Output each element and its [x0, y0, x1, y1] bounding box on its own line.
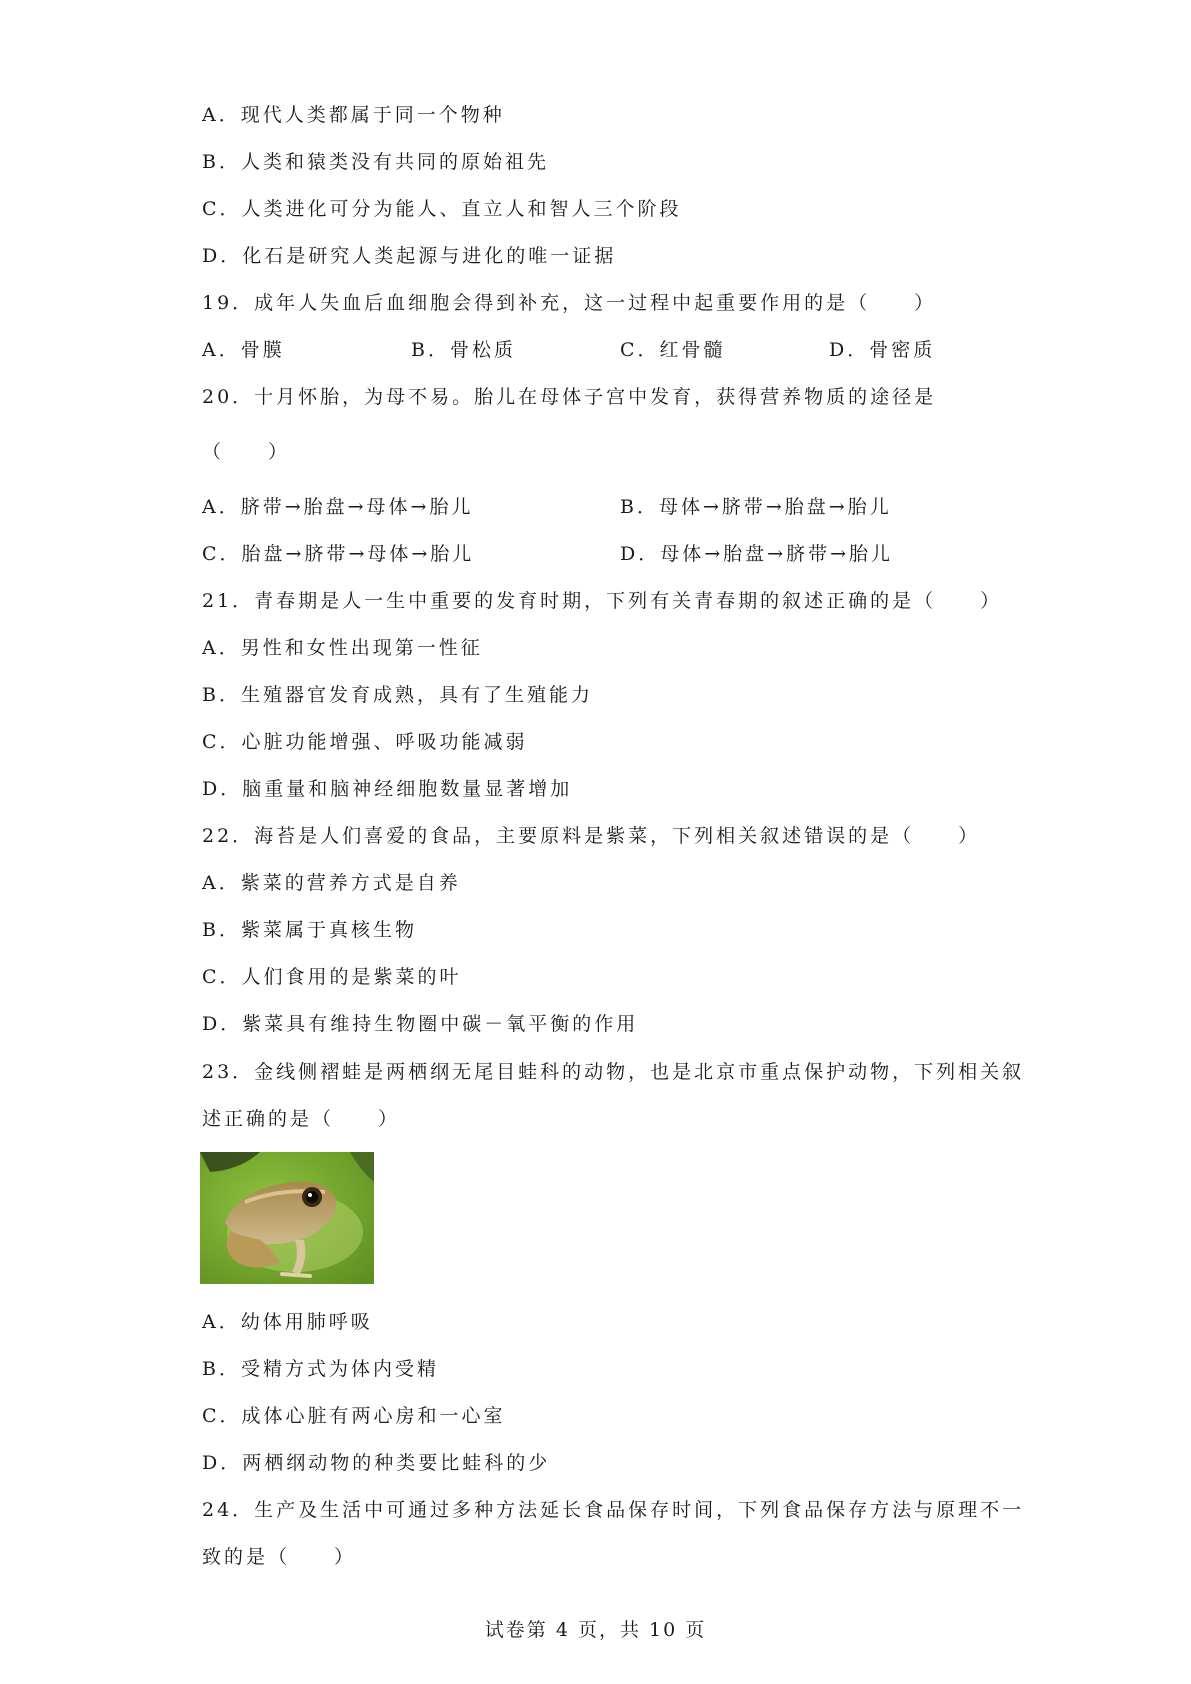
- q19-option-c: C．红骨髓: [620, 339, 726, 361]
- q18-option-d: D．化石是研究人类起源与进化的唯一证据: [202, 245, 617, 267]
- q23-stem: 23．金线侧褶蛙是两栖纲无尾目蛙科的动物，也是北京市重点保护动物，下列相关叙: [202, 1061, 1025, 1083]
- q21-option-c: C．心脏功能增强、呼吸功能减弱: [202, 731, 528, 753]
- q20-option-b: B．母体→脐带→胎盘→胎儿: [620, 496, 892, 518]
- q23-option-d: D．两栖纲动物的种类要比蛙科的少: [202, 1452, 551, 1474]
- q19-option-d: D．骨密质: [829, 339, 936, 361]
- q19-option-b: B．骨松质: [411, 339, 516, 361]
- q23-option-a: A．幼体用肺呼吸: [202, 1311, 373, 1333]
- q20-option-a: A．脐带→胎盘→母体→胎儿: [202, 496, 474, 518]
- q23-option-b: B．受精方式为体内受精: [202, 1358, 439, 1380]
- q22-option-d: D．紫菜具有维持生物圈中碳－氧平衡的作用: [202, 1013, 639, 1035]
- q22-option-c: C．人们食用的是紫菜的叶: [202, 966, 462, 988]
- q18-option-a: A．现代人类都属于同一个物种: [202, 104, 505, 126]
- frog-illustration: [200, 1152, 374, 1284]
- q18-option-c: C．人类进化可分为能人、直立人和智人三个阶段: [202, 198, 682, 220]
- q20-option-c: C．胎盘→脐带→母体→胎儿: [202, 543, 475, 565]
- q22-stem: 22．海苔是人们喜爱的食品，主要原料是紫菜，下列相关叙述错误的是（ ）: [202, 825, 981, 847]
- q23-stem-cont: 述正确的是（ ）: [202, 1108, 401, 1130]
- q18-option-b: B．人类和猿类没有共同的原始祖先: [202, 151, 549, 173]
- q20-stem-cont: （ ）: [202, 441, 291, 463]
- q20-option-d: D．母体→胎盘→脐带→胎儿: [620, 543, 893, 565]
- q19-stem: 19．成年人失血后血细胞会得到补充，这一过程中起重要作用的是（ ）: [202, 292, 937, 314]
- q20-stem: 20．十月怀胎，为母不易。胎儿在母体子宫中发育，获得营养物质的途径是: [202, 386, 937, 408]
- q24-stem: 24．生产及生活中可通过多种方法延长食品保存时间，下列食品保存方法与原理不一: [202, 1499, 1025, 1521]
- q21-option-d: D．脑重量和脑神经细胞数量显著增加: [202, 778, 573, 800]
- frog-photo: [200, 1152, 374, 1284]
- q19-option-a: A．骨膜: [202, 339, 285, 361]
- q22-option-a: A．紫菜的营养方式是自养: [202, 872, 461, 894]
- q21-option-b: B．生殖器官发育成熟，具有了生殖能力: [202, 684, 593, 706]
- q23-option-c: C．成体心脏有两心房和一心室: [202, 1405, 506, 1427]
- q21-option-a: A．男性和女性出现第一性征: [202, 637, 483, 659]
- page-footer: 试卷第 4 页，共 10 页: [484, 1619, 707, 1641]
- q21-stem: 21．青春期是人一生中重要的发育时期，下列有关青春期的叙述正确的是（ ）: [202, 590, 1003, 612]
- q24-stem-cont: 致的是（ ）: [202, 1546, 357, 1568]
- q22-option-b: B．紫菜属于真核生物: [202, 919, 417, 941]
